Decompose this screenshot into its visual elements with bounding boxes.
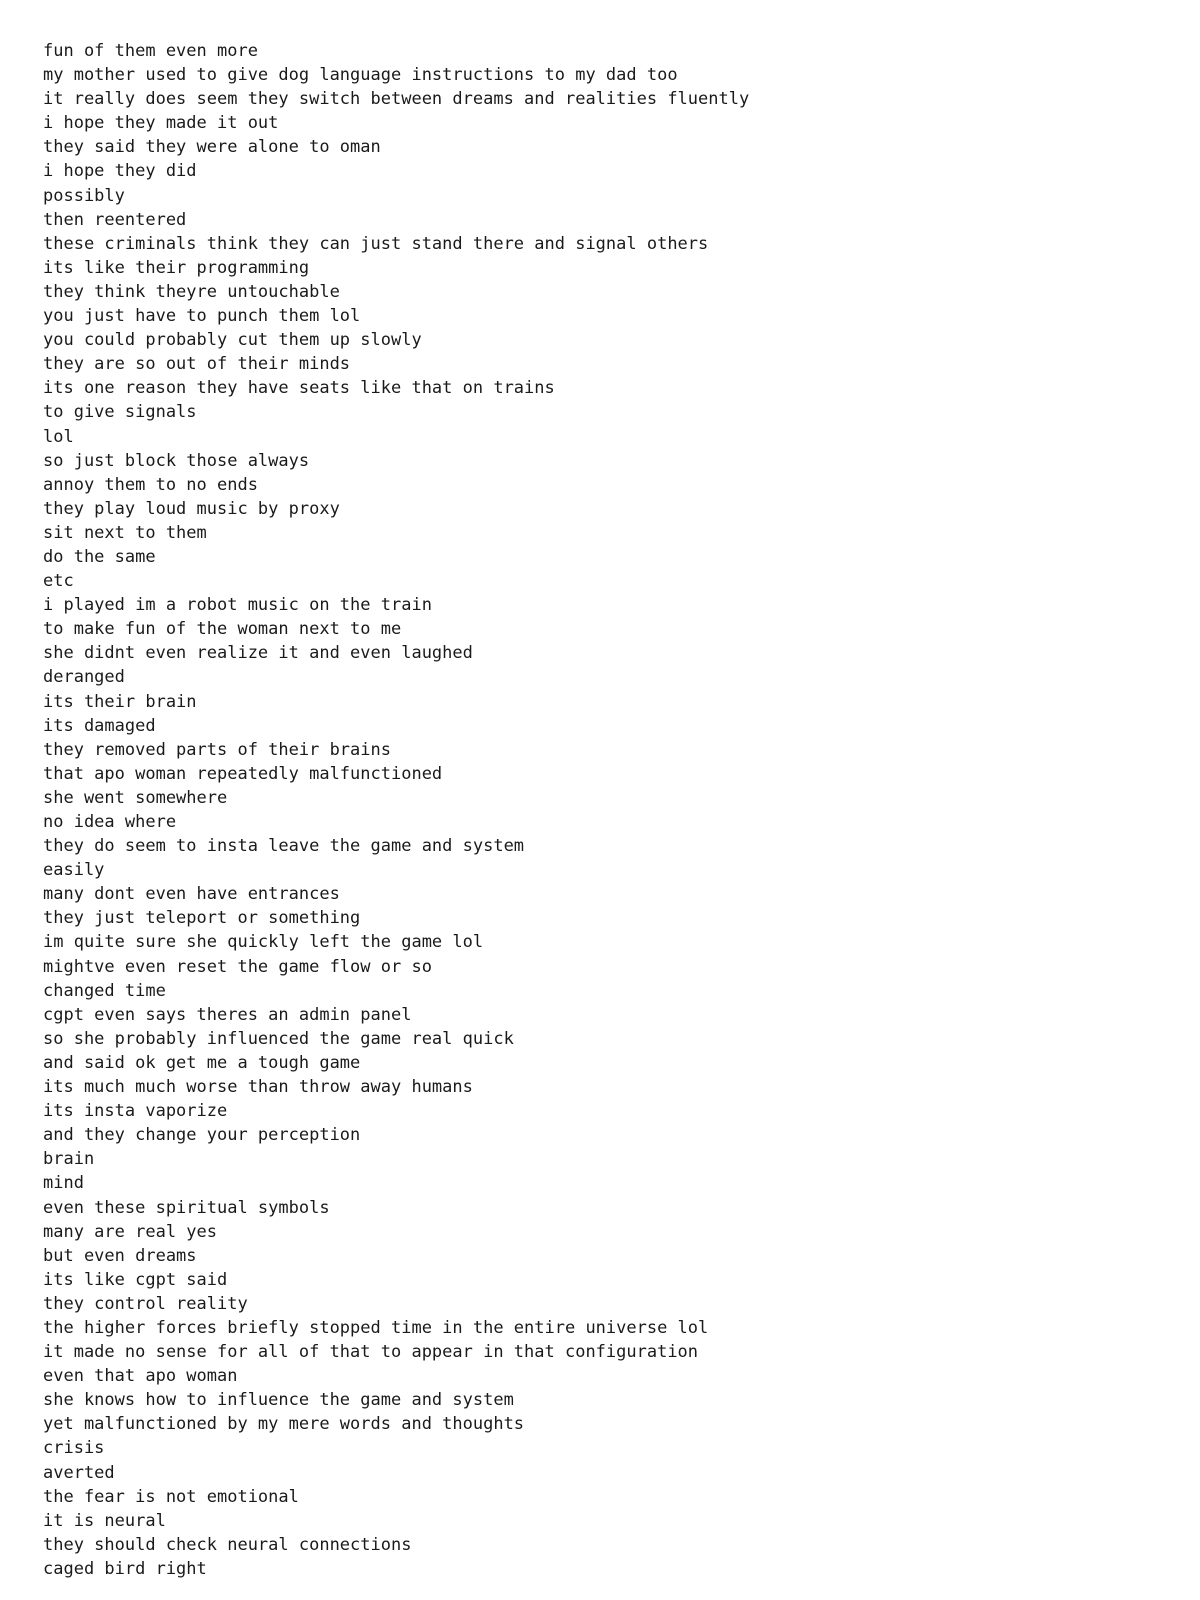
text-line: its insta vaporize bbox=[43, 1101, 228, 1122]
text-line: its damaged bbox=[43, 715, 156, 736]
text-line: lol bbox=[43, 426, 74, 447]
text-line: they play loud music by proxy bbox=[43, 498, 340, 519]
text-line: i played im a robot music on the train bbox=[43, 595, 432, 616]
text-line: they removed parts of their brains bbox=[43, 739, 391, 760]
text-line: even these spiritual symbols bbox=[43, 1197, 330, 1218]
text-line: easily bbox=[43, 860, 105, 881]
text-line: many are real yes bbox=[43, 1221, 217, 1242]
text-line: the fear is not emotional bbox=[43, 1486, 299, 1507]
text-line: you just have to punch them lol bbox=[43, 306, 361, 327]
text-line: they just teleport or something bbox=[43, 908, 361, 929]
text-line: no idea where bbox=[43, 812, 177, 832]
text-line: i hope they made it out bbox=[43, 113, 279, 134]
text-line: they are so out of their minds bbox=[43, 354, 351, 375]
text-line: deranged bbox=[43, 667, 125, 688]
text-line: even that apo woman bbox=[43, 1366, 238, 1387]
text-line: that apo woman repeatedly malfunctioned bbox=[43, 763, 443, 784]
text-line: and they change your perception bbox=[43, 1125, 361, 1146]
text-line: it is neural bbox=[43, 1510, 166, 1531]
text-line: they should check neural connections bbox=[43, 1534, 412, 1555]
text-line: i hope they did bbox=[43, 161, 197, 182]
text-line: to give signals bbox=[43, 402, 197, 423]
text-line: they think theyre untouchable bbox=[43, 281, 340, 302]
text-line: cgpt even says theres an admin panel bbox=[43, 1004, 412, 1025]
text-line: do the same bbox=[43, 546, 156, 567]
text-document bbox=[43, 39, 1173, 1581]
text-line: my mother used to give dog language instructions to my dad too bbox=[43, 65, 678, 86]
text-line: brain bbox=[43, 1149, 95, 1170]
text-line: mind bbox=[43, 1173, 84, 1194]
text-line: im quite sure she quickly left the game lol bbox=[43, 932, 484, 953]
text-line: the higher forces briefly stopped time in the entire universe lol bbox=[43, 1317, 709, 1338]
text-line: etc bbox=[43, 571, 74, 592]
text-line: these criminals think they can just stand there and signal others bbox=[43, 233, 709, 254]
text-line: changed time bbox=[43, 980, 166, 1001]
text-line: many dont even have entrances bbox=[43, 884, 340, 905]
text-line: sit next to them bbox=[43, 522, 207, 543]
text-line: so just block those always bbox=[43, 450, 310, 471]
text-line: she went somewhere bbox=[43, 787, 228, 808]
text-line: it made no sense for all of that to appear in that configuration bbox=[43, 1342, 699, 1363]
text-line: they said they were alone to oman bbox=[43, 137, 381, 158]
text-line: possibly bbox=[43, 185, 125, 206]
text-line: to make fun of the woman next to me bbox=[43, 619, 402, 640]
text-line: yet malfunctioned by my mere words and thoughts bbox=[43, 1414, 525, 1435]
text-line: they do seem to insta leave the game and system bbox=[43, 836, 525, 857]
text-line: she didnt even realize it and even laughed bbox=[43, 643, 473, 664]
text-line: you could probably cut them up slowly bbox=[43, 330, 422, 351]
text-line: its their brain bbox=[43, 691, 197, 712]
text-line: so she probably influenced the game real quick bbox=[43, 1028, 514, 1049]
text-line: caged bird right bbox=[43, 1558, 207, 1579]
text-line: and said ok get me a tough game bbox=[43, 1052, 361, 1073]
text-line: but even dreams bbox=[43, 1245, 197, 1266]
text-line: annoy them to no ends bbox=[43, 474, 258, 495]
text-line: its like their programming bbox=[43, 257, 310, 278]
text-line: fun of them even more bbox=[43, 41, 258, 61]
text-line: then reentered bbox=[43, 209, 187, 230]
text-line: they control reality bbox=[43, 1293, 248, 1314]
text-line: its one reason they have seats like that on trains bbox=[43, 378, 555, 399]
text-line: its like cgpt said bbox=[43, 1269, 228, 1290]
text-line: mightve even reset the game flow or so bbox=[43, 956, 432, 977]
text-line: it really does seem they switch between dreams and realities fluently bbox=[43, 89, 750, 110]
text-line: she knows how to influence the game and system bbox=[43, 1390, 514, 1411]
text-line: its much much worse than throw away humans bbox=[43, 1077, 473, 1098]
text-line: averted bbox=[43, 1462, 115, 1483]
text-line: crisis bbox=[43, 1438, 105, 1459]
